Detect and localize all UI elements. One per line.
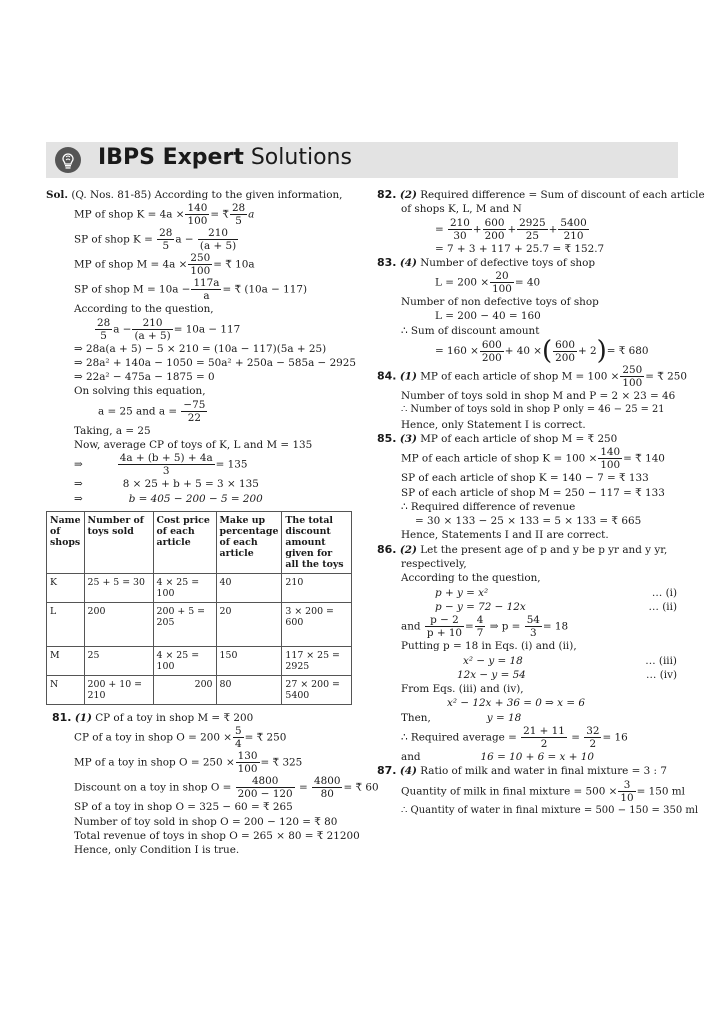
table-cell: 4 × 25 = 100 [153, 573, 216, 602]
q86-line-2: respectively, [401, 558, 467, 571]
q81-line-2: CP of a toy in shop O = 200 × $\frac{5}{4}$ = ₹ 250 [74, 725, 287, 751]
table-cell: 200 [84, 602, 153, 646]
average-eq-1: ⇒ $\frac{4a + (b + 5) + 4a}{3}$ = 135 [74, 452, 248, 478]
mp-shop-m: MP of shop M = 4a × $\frac{250}{100}$ = ₹ 10a [74, 252, 255, 278]
q86-eq-2: p − y = 72 − 12x … (ii) [435, 600, 677, 613]
q81-line-6: Number of toy sold in shop O = 200 − 120 = ₹ 80 [74, 815, 338, 828]
q86-heading: 86. (2) Let the present age of p and y be p yr and y yr, [377, 542, 668, 556]
table-header: The total discount amount given for all the toys [282, 511, 352, 573]
q86-eq-8: and 16 = 10 + 6 = x + 10 [401, 751, 594, 764]
equation-4: ⇒ 22a² − 475a − 1875 = 0 [74, 371, 215, 384]
table-cell: L [47, 602, 85, 646]
q86-line-5: From Eqs. (iii) and (iv), [401, 683, 524, 696]
table-cell: 80 [216, 675, 282, 704]
equation-2: ⇒ 28a(a + 5) − 5 × 210 = (10a − 117)(5a + 25) [74, 342, 327, 355]
q82-line-3: = $\frac{210}{30}$ + $\frac{600}{200}$ + $\frac{2925}{25}$ + $\frac{5400}{210}$ [435, 216, 587, 242]
table-row [47, 646, 352, 675]
shop-data-table [46, 511, 352, 705]
table-row [47, 573, 352, 602]
table-header: Make up percentage of each article [216, 511, 282, 573]
q86-eq-5: 12x − y = 54 … (iv) [457, 668, 677, 681]
table-cell: 150 [216, 646, 282, 675]
table-cell: 200 + 5 = 205 [153, 602, 216, 646]
q85-line-2: MP of each article of shop K = 100 × $\frac{140}{100}$ = ₹ 140 [401, 446, 665, 472]
equation-3: ⇒ 28a² + 140a − 1050 = 50a² + 250a − 585a − 2925 [74, 356, 357, 369]
lightbulb-brain-icon [54, 146, 82, 174]
table-cell: N [47, 675, 85, 704]
q83-line-6: = 160 × $\frac{600}{200}$ + 40 ×( $\frac{600}{200}$ + 2)= ₹ 680 [435, 336, 649, 367]
q83-line-3: Number of non defective toys of shop [401, 296, 599, 309]
equation-1: $\frac{28}{5}$ a − $\frac{210}{(a + 5)}$ = 10a − 117 [97, 316, 241, 342]
q86-eq-4: x² − y = 18 … (iii) [463, 654, 677, 667]
q86-eq-6: x² − 12x + 36 = 0 ⇒ x = 6 [447, 697, 585, 710]
average-cp: Now, average CP of toys of K, L and M = 135 [74, 439, 313, 452]
average-eq-3: ⇒ b = 405 − 200 − 5 = 200 [74, 492, 263, 505]
q86-eq-3: and $\frac{p - 2}{p + 10}$ = $\frac{4}{7}$ ⇒ p = $\frac{54}{3}$ = 18 [401, 614, 569, 640]
q83-line-4: L = 200 − 40 = 160 [435, 310, 541, 323]
table-row [47, 675, 352, 704]
header-banner [46, 142, 678, 178]
table-header: Cost price of each article [153, 511, 216, 573]
q87-heading: 87. (4) Ratio of milk and water in final mixture = 3 : 7 [377, 764, 667, 778]
q82-line-2: of shops K, L, M and N [401, 203, 522, 216]
q86-eq-1: p + y = x² … (i) [435, 586, 677, 599]
q82-heading: 82. (2) Required difference = Sum of discount of each article [377, 188, 705, 201]
q81-line-7: Total revenue of toys in shop O = 265 × 80 = ₹ 21200 [74, 829, 360, 842]
table-cell: 20 [216, 602, 282, 646]
q85-line-6: = 30 × 133 − 25 × 133 = 5 × 133 = ₹ 665 [415, 515, 642, 528]
q85-line-3: SP of each article of shop K = 140 − 7 = ₹ 133 [401, 472, 649, 485]
q87-line-3: ∴ Quantity of water in final mixture = 500 − 150 = 350 ml [401, 804, 699, 816]
table-cell: M [47, 646, 85, 675]
table-cell: 210 [282, 573, 352, 602]
mp-shop-k: MP of shop K = 4a × $\frac{140}{100}$ = ₹ $\frac{28}{5}$ a [74, 202, 255, 228]
right-column [377, 188, 705, 818]
q84-line-3: ∴ Number of toys sold in shop P only = 46 − 25 = 21 [401, 404, 665, 416]
table-cell: 200 + 10 = 210 [84, 675, 153, 704]
table-cell: K [47, 573, 85, 602]
q86-average: ∴ Required average = $\frac{21 + 11}{2}$ = $\frac{32}{2}$ = 16 [401, 725, 628, 751]
table-cell: 3 × 200 = 600 [282, 602, 352, 646]
q81-line-5: SP of a toy in shop O = 325 − 60 = ₹ 265 [74, 801, 293, 814]
q87-line-2: Quantity of milk in final mixture = 500 × $\frac{3}{10}$ = 150 ml [401, 778, 685, 804]
q84-heading: 84. (1) MP of each article of shop M = 100 × $\frac{250}{100}$ = ₹ 250 [377, 364, 687, 390]
table-cell: 200 [153, 675, 216, 704]
q83-line-2: L = 200 × $\frac{20}{100}$ = 40 [435, 270, 541, 296]
q83-line-5: ∴ Sum of discount amount [401, 324, 540, 337]
q83-heading: 83. (4) Number of defective toys of shop [377, 255, 596, 269]
q86-line-3: According to the question, [401, 572, 541, 585]
banner-title: IBPS Expert Solutions [98, 145, 352, 170]
q85-line-5: ∴ Required difference of revenue [401, 500, 576, 513]
table-header: Number of toys sold [84, 511, 153, 573]
q81-heading: 81. (1) CP of a toy in shop M = ₹ 200 [52, 710, 254, 724]
q81-line-8: Hence, only Condition I is true. [74, 844, 240, 857]
q84-line-2: Number of toys sold in shop M and P = 2 × 23 = 46 [401, 390, 676, 403]
q85-line-4: SP of each article of shop M = 250 − 117 = ₹ 133 [401, 486, 665, 499]
table-header-row [47, 511, 352, 573]
q86-line-4: Putting p = 18 in Eqs. (i) and (ii), [401, 640, 577, 653]
solution-a: a = 25 and a = $\frac{-75}{22}$ [98, 398, 206, 424]
table-header: Name of shops [47, 511, 85, 573]
table-cell: 117 × 25 = 2925 [282, 646, 352, 675]
table-cell: 4 × 25 = 100 [153, 646, 216, 675]
sp-shop-m: SP of shop M = 10a − $\frac{117a}{a}$ = ₹ (10a − 117) [74, 277, 308, 303]
q82-line-4: = 7 + 3 + 117 + 25.7 = ₹ 152.7 [435, 242, 605, 255]
q81-line-3: MP of a toy in shop O = 250 × $\frac{130}{100}$ = ₹ 325 [74, 750, 303, 776]
table-cell: 27 × 200 = 5400 [282, 675, 352, 704]
q86-then: Then, y = 18 [401, 711, 522, 724]
q84-line-4: Hence, only Statement I is correct. [401, 418, 586, 431]
sol-intro: Sol. (Q. Nos. 81-85) According to the given information, [46, 189, 343, 201]
according-text: According to the question, [74, 303, 214, 316]
solving-text: On solving this equation, [74, 385, 206, 398]
q85-heading: 85. (3) MP of each article of shop M = ₹ 250 [377, 431, 618, 445]
table-cell: 40 [216, 573, 282, 602]
q81-line-4: Discount on a toy in shop O = $\frac{4800}{200 - 120}$ = $\frac{4800}{80}$ = ₹ 60 [74, 775, 379, 801]
left-column [46, 188, 379, 857]
table-cell: 25 + 5 = 30 [84, 573, 153, 602]
taking-a: Taking, a = 25 [74, 424, 151, 437]
q85-line-7: Hence, Statements I and II are correct. [401, 529, 609, 542]
table-row [47, 602, 352, 646]
sp-shop-k: SP of shop K = $\frac{28}{5}$ a − $\frac{210}{(a + 5)}$ [74, 227, 237, 253]
average-eq-2: ⇒ 8 × 25 + b + 5 = 3 × 135 [74, 478, 259, 491]
table-cell: 25 [84, 646, 153, 675]
